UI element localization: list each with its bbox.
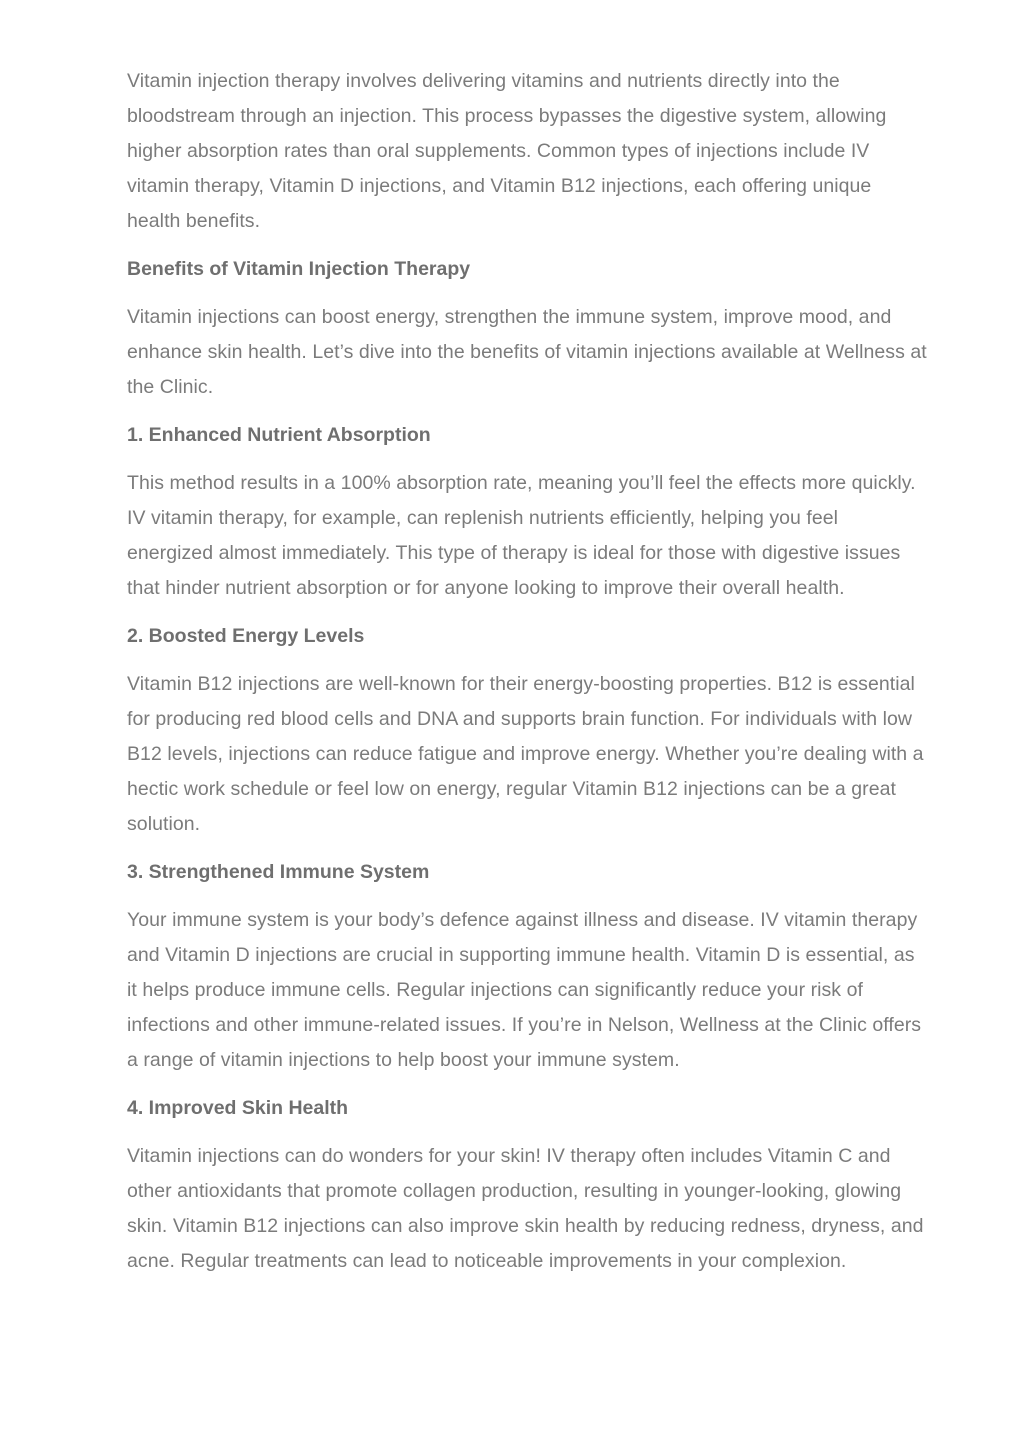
section-body-skin: Vitamin injections can do wonders for your skin! IV therapy often includes Vitamin C and other antioxidants that promote collagen production, resulting in younger-looking, glowing skin. Vitamin B12 injections can also improve skin health by reducing redness, dryness, and acne. Regular treatments can lead to noticeable improvements in your complexion. — [127, 1145, 924, 1272]
section-body-absorption: This method results in a 100% absorption rate, meaning you’ll feel the effects more quickly. IV vitamin therapy, for example, can replenish nutrients efficiently, helping you feel energized almost immediately. This type of therapy is ideal for those with digestive issues that hinder nutrient absorption or for anyone looking to improve their overall health. — [127, 472, 916, 599]
section-heading-energy: 2. Boosted Energy Levels — [127, 625, 365, 647]
section-body-energy: Vitamin B12 injections are well-known for their energy-boosting properties. B12 is essential for producing red blood cells and DNA and supports brain function. For individuals with low B12 levels, injections can reduce fatigue and improve energy. Whether you’re dealing with a hectic work schedule or feel low on energy, regular Vitamin B12 injections can be a great solution. — [127, 673, 924, 835]
section-heading-absorption: 1. Enhanced Nutrient Absorption — [127, 424, 431, 446]
benefits-intro-paragraph: Vitamin injections can boost energy, strengthen the immune system, improve mood, and enhance skin health. Let’s dive into the benefits of vitamin injections available at Wellness at the Clinic. — [127, 306, 927, 398]
benefits-heading: Benefits of Vitamin Injection Therapy — [127, 258, 471, 280]
article — [127, 64, 927, 1292]
section-heading-immune: 3. Strengthened Immune System — [127, 861, 430, 883]
section-heading-skin: 4. Improved Skin Health — [127, 1097, 349, 1119]
intro-paragraph: Vitamin injection therapy involves delivering vitamins and nutrients directly into the bloodstream through an injection. This process bypasses the digestive system, allowing higher absorption rates than oral supplements. Common types of injections include IV vitamin therapy, Vitamin D injections, and Vitamin B12 injections, each offering unique health benefits. — [127, 70, 887, 232]
section-body-immune: Your immune system is your body’s defence against illness and disease. IV vitamin therapy and Vitamin D injections are crucial in supporting immune health. Vitamin D is essential, as it helps produce immune cells. Regular injections can significantly reduce your risk of infections and other immune-related issues. If you’re in Nelson, Wellness at the Clinic offers a range of vitamin injections to help boost your immune system. — [127, 909, 922, 1071]
